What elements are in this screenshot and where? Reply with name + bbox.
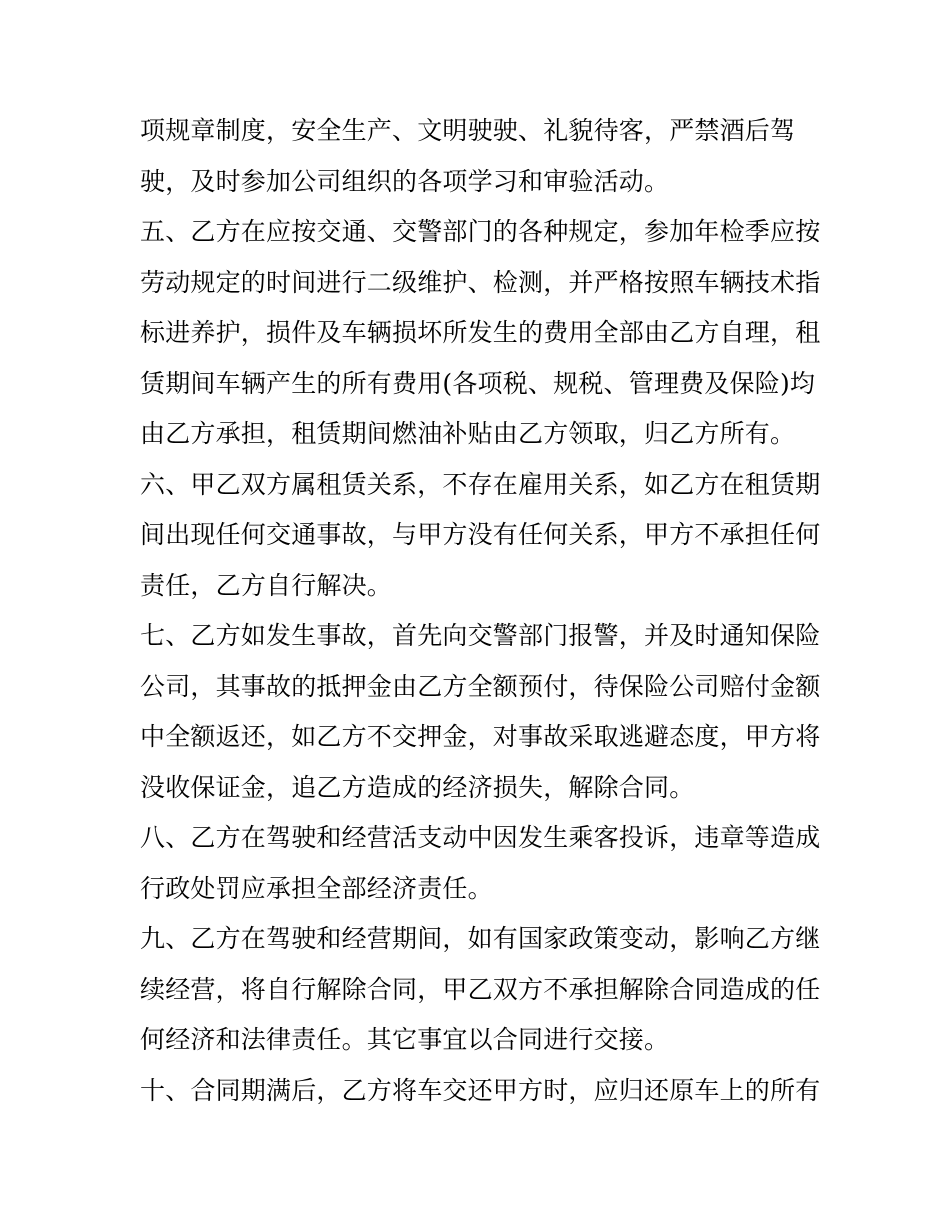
- text-line: 项规章制度，安全生产、文明驶驶、礼貌待客，严禁酒后驾: [140, 116, 796, 145]
- text-line: 续经营，将自行解除合同，甲乙双方不承担解除合同造成的任: [140, 974, 821, 1004]
- text-line: 赁期间车辆产生的所有费用(各项税、规税、管理费及保险)均: [140, 368, 816, 398]
- text-line: 劳动规定的时间进行二级维护、检测，并严格按照车辆技术指: [140, 267, 821, 297]
- contract-text-body: [140, 106, 820, 1116]
- text-line: 七、乙方如发生事故，首先向交警部门报警，并及时通知保险: [140, 621, 821, 650]
- text-line: 行政处罚应承担全部经济责任。: [140, 873, 493, 903]
- text-line: 六、甲乙双方属租赁关系，不存在雇用关系，如乙方在租赁期: [140, 469, 821, 499]
- text-line: 责任，乙方自行解决。: [140, 570, 393, 600]
- text-line: 五、乙方在应按交通、交警部门的各种规定，参加年检季应按: [140, 217, 821, 246]
- text-line: 中全额返还，如乙方不交押金，对事故采取逃避态度，甲方将: [140, 722, 821, 751]
- text-line: 九、乙方在驾驶和经营期间，如有国家政策变动，影响乙方继: [140, 924, 821, 953]
- text-line: 十、合同期满后，乙方将车交还甲方时，应归还原车上的所有: [140, 1075, 821, 1105]
- text-line: 何经济和法律责任。其它事宜以合同进行交接。: [140, 1025, 670, 1054]
- text-line: 驶，及时参加公司组织的各项学习和审验活动。: [140, 166, 670, 196]
- text-line: 没收保证金，追乙方造成的经济损失，解除合同。: [140, 772, 695, 802]
- text-line: 由乙方承担，租赁期间燃油补贴由乙方领取，归乙方所有。: [140, 419, 796, 448]
- text-line: 八、乙方在驾驶和经营活支动中因发生乘客投诉，违章等造成: [140, 823, 821, 852]
- text-line: 间出现任何交通事故，与甲方没有任何关系，甲方不承担任何: [140, 520, 821, 549]
- text-line: 公司，其事故的抵押金由乙方全额预付，待保险公司赔付金额: [140, 671, 821, 701]
- text-line: 标进养护，损件及车辆损坏所发生的费用全部由乙方自理，租: [140, 318, 821, 347]
